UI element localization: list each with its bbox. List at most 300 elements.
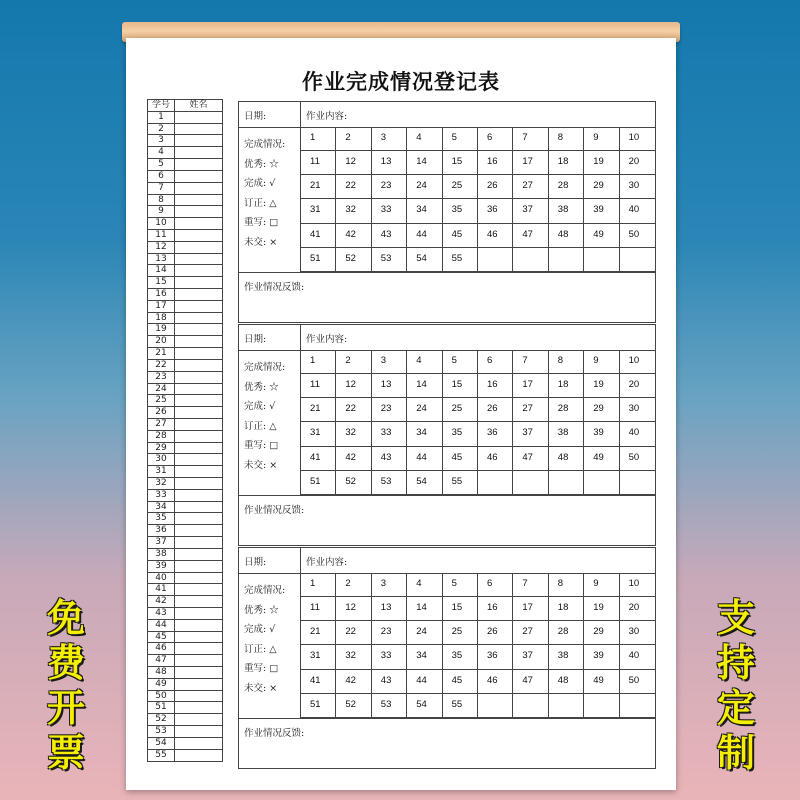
grid-cell: 2 — [336, 573, 371, 597]
grid-cell: 8 — [549, 350, 584, 374]
grid-cell — [584, 471, 619, 495]
feedback-label: 作业情况反馈: — [244, 728, 305, 739]
grid-cell: 47 — [513, 670, 548, 694]
roster-number: 21 — [148, 348, 175, 359]
roster-number: 29 — [148, 443, 175, 454]
roster-row — [148, 667, 222, 679]
roster-row — [148, 632, 222, 644]
grid-cell: 32 — [336, 422, 371, 446]
roster-row — [148, 135, 222, 147]
roster-row — [148, 738, 222, 750]
grid-cell: 6 — [478, 127, 513, 151]
grid-cell: 23 — [372, 621, 407, 645]
grid-cell: 18 — [549, 597, 584, 621]
grid-cell: 55 — [443, 248, 478, 272]
roster-name-cell — [175, 265, 222, 276]
grid-cell: 29 — [584, 621, 619, 645]
grid-cell: 28 — [549, 621, 584, 645]
grid-cell: 28 — [549, 398, 584, 422]
grid-cell: 6 — [478, 350, 513, 374]
legend-item: 完成情况: — [244, 362, 286, 373]
grid-cell: 1 — [301, 350, 336, 374]
grid-cell: 7 — [513, 573, 548, 597]
roster-name-cell — [175, 301, 222, 312]
roster-number: 20 — [148, 336, 175, 347]
roster-number: 5 — [148, 159, 175, 170]
roster-name-cell — [175, 183, 222, 194]
roster-row — [148, 159, 222, 171]
grid-cell: 38 — [549, 645, 584, 669]
roster-name-cell — [175, 750, 222, 761]
roster-number: 14 — [148, 265, 175, 276]
grid-cell: 3 — [372, 127, 407, 151]
roster-number: 3 — [148, 135, 175, 146]
roster-number: 38 — [148, 549, 175, 560]
roster-name-cell — [175, 679, 222, 690]
roster-name-cell — [175, 242, 222, 253]
grid-cell: 50 — [620, 670, 655, 694]
roster-number: 35 — [148, 513, 175, 524]
roster-number: 11 — [148, 230, 175, 241]
grid-cell: 45 — [443, 224, 478, 248]
grid-cell: 32 — [336, 199, 371, 223]
grid-cell: 21 — [301, 621, 336, 645]
grid-cell: 16 — [478, 151, 513, 175]
grid-cell: 50 — [620, 447, 655, 471]
grid-cell: 20 — [620, 151, 655, 175]
legend-item: 优秀: ☆ — [244, 381, 279, 393]
grid-cell: 18 — [549, 151, 584, 175]
grid-cell: 26 — [478, 398, 513, 422]
grid-cell: 36 — [478, 645, 513, 669]
roster-row — [148, 466, 222, 478]
student-number-grid — [301, 350, 655, 495]
grid-cell: 10 — [620, 573, 655, 597]
grid-cell: 46 — [478, 224, 513, 248]
roster-name-cell — [175, 490, 222, 501]
roster-number: 10 — [148, 218, 175, 229]
grid-cell: 16 — [478, 597, 513, 621]
roster-row — [148, 313, 222, 325]
sheet-title: 作业完成情况登记表 — [302, 69, 500, 94]
roster-number: 43 — [148, 608, 175, 619]
grid-cell: 3 — [372, 350, 407, 374]
grid-cell: 32 — [336, 645, 371, 669]
legend-item: 未交: × — [244, 236, 278, 248]
section-header — [239, 548, 655, 574]
grid-cell: 3 — [372, 573, 407, 597]
grid-cell: 25 — [443, 175, 478, 199]
grid-cell: 8 — [549, 127, 584, 151]
roster-number: 41 — [148, 584, 175, 595]
roster-row — [148, 372, 222, 384]
grid-cell: 10 — [620, 350, 655, 374]
grid-cell: 26 — [478, 175, 513, 199]
roster-name-cell — [175, 277, 222, 288]
grid-cell: 48 — [549, 447, 584, 471]
roster-name-cell — [175, 372, 222, 383]
grid-cell: 26 — [478, 621, 513, 645]
roster-row — [148, 206, 222, 218]
roster-number: 42 — [148, 596, 175, 607]
roster-name-cell — [175, 348, 222, 359]
grid-cell: 41 — [301, 670, 336, 694]
grid-cell: 31 — [301, 645, 336, 669]
roster-row — [148, 608, 222, 620]
roster-row — [148, 726, 222, 738]
roster-name-cell — [175, 230, 222, 241]
status-legend — [244, 581, 285, 698]
grid-cell: 49 — [584, 670, 619, 694]
roster-row — [148, 679, 222, 691]
roster-name-cell — [175, 608, 222, 619]
roster-name-cell — [175, 324, 222, 335]
legend-item: 完成: √ — [244, 178, 276, 189]
roster-number: 24 — [148, 384, 175, 395]
roster-name-cell — [175, 218, 222, 229]
legend-item: 未交: × — [244, 459, 278, 471]
roster-header-number: 学号 — [148, 100, 175, 111]
grid-cell: 4 — [407, 127, 442, 151]
roster-number: 48 — [148, 667, 175, 678]
roster-name-cell — [175, 738, 222, 749]
roster-number: 55 — [148, 750, 175, 761]
roster-row — [148, 147, 222, 159]
grid-cell: 44 — [407, 670, 442, 694]
grid-cell: 36 — [478, 199, 513, 223]
legend-item: 重写: □ — [244, 663, 279, 674]
grid-cell: 21 — [301, 398, 336, 422]
grid-cell: 44 — [407, 447, 442, 471]
grid-cell: 7 — [513, 350, 548, 374]
student-number-grid — [301, 573, 655, 718]
status-legend — [244, 135, 285, 252]
grid-cell: 23 — [372, 175, 407, 199]
grid-cell: 5 — [443, 350, 478, 374]
grid-cell: 11 — [301, 597, 336, 621]
roster-number: 40 — [148, 573, 175, 584]
content-label: 作业内容: — [306, 557, 348, 568]
section-header — [239, 325, 655, 351]
roster-number: 23 — [148, 372, 175, 383]
grid-cell: 51 — [301, 471, 336, 495]
content-label: 作业内容: — [306, 111, 348, 122]
roster-name-cell — [175, 360, 222, 371]
grid-cell: 13 — [372, 374, 407, 398]
date-label: 日期: — [244, 557, 267, 568]
roster-number: 26 — [148, 407, 175, 418]
grid-cell: 22 — [336, 398, 371, 422]
grid-cell — [584, 694, 619, 718]
grid-cell: 37 — [513, 199, 548, 223]
grid-cell: 54 — [407, 471, 442, 495]
grid-cell: 36 — [478, 422, 513, 446]
grid-cell: 25 — [443, 621, 478, 645]
grid-cell: 33 — [372, 422, 407, 446]
roster-name-cell — [175, 643, 222, 654]
roster-number: 54 — [148, 738, 175, 749]
homework-section — [238, 101, 656, 323]
grid-cell — [513, 694, 548, 718]
grid-cell: 1 — [301, 573, 336, 597]
grid-cell: 49 — [584, 224, 619, 248]
roster-name-cell — [175, 691, 222, 702]
roster-name-cell — [175, 584, 222, 595]
roster-number: 36 — [148, 525, 175, 536]
roster-number: 27 — [148, 419, 175, 430]
legend-item: 订正: △ — [244, 197, 277, 209]
grid-cell: 45 — [443, 447, 478, 471]
grid-cell: 9 — [584, 127, 619, 151]
grid-cell: 27 — [513, 398, 548, 422]
grid-cell: 53 — [372, 471, 407, 495]
legend-item: 完成: √ — [244, 624, 276, 635]
roster-row — [148, 324, 222, 336]
grid-cell: 7 — [513, 127, 548, 151]
grid-cell: 24 — [407, 175, 442, 199]
roster-row — [148, 596, 222, 608]
roster-row — [148, 525, 222, 537]
grid-cell: 39 — [584, 422, 619, 446]
grid-cell: 45 — [443, 670, 478, 694]
roster-row — [148, 643, 222, 655]
roster-row — [148, 502, 222, 514]
roster-number: 25 — [148, 395, 175, 406]
grid-cell: 55 — [443, 471, 478, 495]
grid-cell: 41 — [301, 224, 336, 248]
roster-name-cell — [175, 313, 222, 324]
grid-cell: 48 — [549, 224, 584, 248]
legend-item: 重写: □ — [244, 440, 279, 451]
roster-row — [148, 171, 222, 183]
grid-cell: 22 — [336, 621, 371, 645]
roster-row — [148, 242, 222, 254]
legend-item: 优秀: ☆ — [244, 604, 279, 616]
roster-name-cell — [175, 431, 222, 442]
section-header — [239, 102, 655, 128]
grid-cell: 46 — [478, 670, 513, 694]
roster-row — [148, 537, 222, 549]
roster-row — [148, 443, 222, 455]
grid-cell — [620, 694, 655, 718]
grid-cell: 30 — [620, 621, 655, 645]
grid-cell: 17 — [513, 374, 548, 398]
grid-cell: 38 — [549, 199, 584, 223]
roster-number: 8 — [148, 195, 175, 206]
legend-item: 优秀: ☆ — [244, 158, 279, 170]
grid-cell: 14 — [407, 597, 442, 621]
roster-row — [148, 478, 222, 490]
roster-number: 16 — [148, 289, 175, 300]
legend-item: 订正: △ — [244, 420, 277, 432]
content-label: 作业内容: — [306, 334, 348, 345]
grid-cell: 52 — [336, 694, 371, 718]
grid-cell: 30 — [620, 175, 655, 199]
grid-cell: 34 — [407, 422, 442, 446]
grid-cell: 20 — [620, 597, 655, 621]
roster-row — [148, 702, 222, 714]
roster-number: 28 — [148, 431, 175, 442]
roster-name-cell — [175, 702, 222, 713]
grid-cell: 13 — [372, 151, 407, 175]
grid-cell: 16 — [478, 374, 513, 398]
grid-cell: 40 — [620, 422, 655, 446]
roster-name-cell — [175, 407, 222, 418]
grid-cell: 22 — [336, 175, 371, 199]
roster-row — [148, 407, 222, 419]
roster-name-cell — [175, 254, 222, 265]
student-roster — [147, 99, 223, 762]
grid-cell: 41 — [301, 447, 336, 471]
grid-cell: 15 — [443, 151, 478, 175]
grid-cell: 40 — [620, 645, 655, 669]
date-label: 日期: — [244, 111, 267, 122]
roster-row — [148, 655, 222, 667]
grid-cell: 5 — [443, 127, 478, 151]
roster-number: 4 — [148, 147, 175, 158]
roster-row — [148, 561, 222, 573]
grid-cell: 2 — [336, 127, 371, 151]
homework-section — [238, 324, 656, 546]
grid-cell: 12 — [336, 597, 371, 621]
roster-number: 12 — [148, 242, 175, 253]
roster-number: 31 — [148, 466, 175, 477]
roster-name-cell — [175, 537, 222, 548]
grid-cell: 34 — [407, 199, 442, 223]
roster-number: 30 — [148, 454, 175, 465]
grid-cell: 51 — [301, 248, 336, 272]
homework-section — [238, 547, 656, 769]
date-label: 日期: — [244, 334, 267, 345]
roster-row — [148, 183, 222, 195]
roster-name-cell — [175, 124, 222, 135]
roster-name-cell — [175, 135, 222, 146]
grid-cell: 39 — [584, 645, 619, 669]
roster-number: 6 — [148, 171, 175, 182]
roster-name-cell — [175, 454, 222, 465]
roster-name-cell — [175, 466, 222, 477]
grid-cell: 24 — [407, 621, 442, 645]
roster-name-cell — [175, 206, 222, 217]
grid-cell: 11 — [301, 151, 336, 175]
grid-cell: 24 — [407, 398, 442, 422]
grid-cell: 52 — [336, 471, 371, 495]
feedback-divider — [239, 718, 655, 719]
roster-row — [148, 431, 222, 443]
grid-cell: 33 — [372, 199, 407, 223]
grid-cell: 31 — [301, 199, 336, 223]
grid-cell: 29 — [584, 398, 619, 422]
grid-cell: 47 — [513, 224, 548, 248]
roster-name-cell — [175, 195, 222, 206]
roster-name-cell — [175, 513, 222, 524]
roster-number: 22 — [148, 360, 175, 371]
grid-cell: 21 — [301, 175, 336, 199]
grid-cell: 38 — [549, 422, 584, 446]
roster-name-cell — [175, 632, 222, 643]
grid-cell: 35 — [443, 199, 478, 223]
grid-cell: 43 — [372, 224, 407, 248]
feedback-label: 作业情况反馈: — [244, 505, 305, 516]
grid-cell: 2 — [336, 350, 371, 374]
grid-cell: 53 — [372, 694, 407, 718]
roster-number: 49 — [148, 679, 175, 690]
roster-name-cell — [175, 147, 222, 158]
grid-cell: 6 — [478, 573, 513, 597]
roster-number: 46 — [148, 643, 175, 654]
roster-name-cell — [175, 171, 222, 182]
grid-cell: 43 — [372, 670, 407, 694]
roster-number: 1 — [148, 112, 175, 123]
legend-item: 完成情况: — [244, 585, 286, 596]
legend-item: 完成情况: — [244, 139, 286, 150]
roster-row — [148, 348, 222, 360]
grid-cell: 44 — [407, 224, 442, 248]
roster-row — [148, 112, 222, 124]
grid-cell: 13 — [372, 597, 407, 621]
roster-number: 52 — [148, 714, 175, 725]
roster-name-cell — [175, 596, 222, 607]
roster-row — [148, 454, 222, 466]
grid-cell: 15 — [443, 374, 478, 398]
roster-name-cell — [175, 443, 222, 454]
grid-cell: 27 — [513, 621, 548, 645]
roster-name-cell — [175, 561, 222, 572]
roster-header-name: 姓名 — [189, 100, 208, 110]
roster-number: 18 — [148, 313, 175, 324]
grid-cell: 12 — [336, 151, 371, 175]
roster-row — [148, 301, 222, 313]
grid-cell: 20 — [620, 374, 655, 398]
grid-cell: 51 — [301, 694, 336, 718]
grid-cell: 1 — [301, 127, 336, 151]
grid-cell: 43 — [372, 447, 407, 471]
roster-row — [148, 384, 222, 396]
grid-cell — [549, 694, 584, 718]
roster-name-cell — [175, 384, 222, 395]
roster-number: 50 — [148, 691, 175, 702]
grid-cell: 19 — [584, 374, 619, 398]
roster-number: 2 — [148, 124, 175, 135]
grid-cell: 42 — [336, 447, 371, 471]
roster-row — [148, 513, 222, 525]
grid-cell: 55 — [443, 694, 478, 718]
grid-cell: 54 — [407, 694, 442, 718]
roster-row — [148, 254, 222, 266]
grid-cell: 34 — [407, 645, 442, 669]
grid-cell: 8 — [549, 573, 584, 597]
roster-header-row — [148, 100, 222, 112]
grid-cell: 14 — [407, 151, 442, 175]
grid-cell: 14 — [407, 374, 442, 398]
grid-cell: 4 — [407, 350, 442, 374]
grid-cell: 17 — [513, 151, 548, 175]
grid-cell: 9 — [584, 350, 619, 374]
grid-cell: 52 — [336, 248, 371, 272]
roster-name-cell — [175, 419, 222, 430]
grid-cell: 54 — [407, 248, 442, 272]
grid-cell — [620, 248, 655, 272]
legend-item: 重写: □ — [244, 217, 279, 228]
roster-row — [148, 395, 222, 407]
roster-number: 44 — [148, 620, 175, 631]
grid-cell: 47 — [513, 447, 548, 471]
roster-row — [148, 620, 222, 632]
status-legend — [244, 358, 285, 475]
record-sheet — [126, 38, 676, 790]
roster-row — [148, 336, 222, 348]
grid-cell: 42 — [336, 670, 371, 694]
